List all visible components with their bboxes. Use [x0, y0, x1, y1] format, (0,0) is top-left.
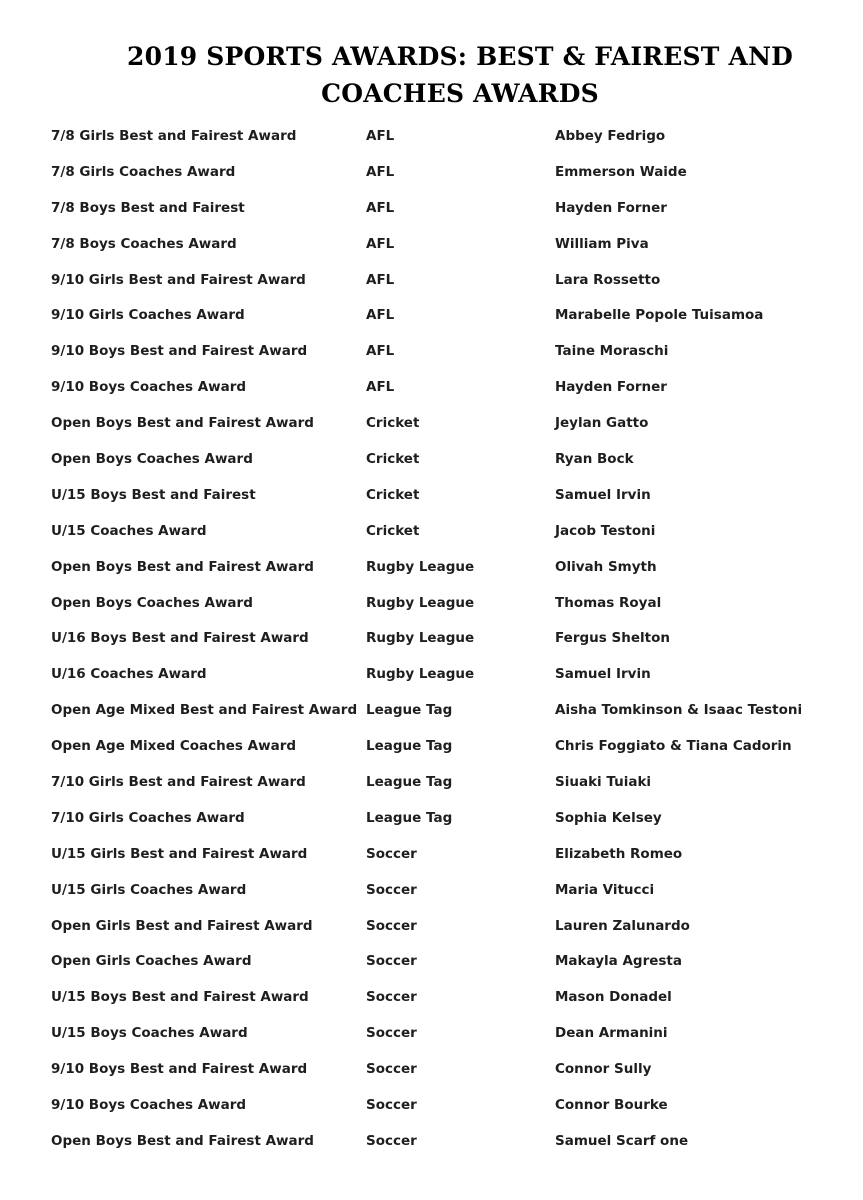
award-name-cell: 9/10 Boys Coaches Award [51, 1097, 247, 1114]
winner-cell: Elizabeth Romeo [555, 845, 683, 862]
sport-cell: Soccer [366, 1061, 417, 1078]
winner-cell: Ryan Bock [555, 451, 634, 468]
award-row [0, 872, 863, 908]
award-name-cell: Open Boys Coaches Award [51, 594, 253, 611]
award-name-cell: U/15 Boys Best and Fairest [51, 486, 256, 503]
sport-cell: League Tag [366, 809, 453, 826]
winner-cell: Taine Moraschi [555, 343, 669, 360]
winner-cell: William Piva [555, 235, 649, 252]
award-row [0, 333, 863, 369]
award-name-cell: Open Age Mixed Best and Fairest Award [51, 702, 358, 719]
winner-cell: Sophia Kelsey [555, 809, 662, 826]
award-row [0, 764, 863, 800]
sport-cell: Soccer [366, 881, 417, 898]
sport-cell: AFL [366, 235, 395, 252]
award-row [0, 262, 863, 298]
award-name-cell: 7/8 Boys Best and Fairest [51, 199, 245, 216]
winner-cell: Abbey Fedrigo [555, 128, 666, 144]
sport-cell: AFL [366, 128, 395, 144]
award-name-cell: U/16 Boys Best and Fairest Award [51, 630, 309, 647]
winner-cell: Marabelle Popole Tuisamoa [555, 307, 764, 324]
award-name-cell: U/15 Girls Best and Fairest Award [51, 845, 308, 862]
winner-cell: Samuel Irvin [555, 666, 651, 683]
winner-cell: Samuel Irvin [555, 486, 651, 503]
sport-cell: Soccer [366, 953, 417, 970]
award-name-cell: 7/8 Girls Best and Fairest Award [51, 128, 297, 144]
winner-cell: Maria Vitucci [555, 881, 655, 898]
award-name-cell: U/16 Coaches Award [51, 666, 207, 683]
sport-cell: League Tag [366, 702, 453, 719]
award-row [0, 728, 863, 764]
winner-cell: Jeylan Gatto [555, 415, 649, 432]
award-name-cell: U/15 Boys Best and Fairest Award [51, 989, 309, 1006]
sport-cell: Cricket [366, 486, 420, 503]
page-title-line-2: COACHES AWARDS [321, 79, 599, 108]
sport-cell: Soccer [366, 1132, 417, 1149]
award-row [0, 154, 863, 190]
sport-cell: AFL [366, 307, 395, 324]
award-name-cell: Open Boys Best and Fairest Award [51, 558, 314, 575]
award-row [0, 836, 863, 872]
sport-cell: AFL [366, 379, 395, 396]
winner-cell: Connor Bourke [555, 1097, 668, 1114]
award-row [0, 692, 863, 728]
sport-cell: Soccer [366, 989, 417, 1006]
award-name-cell: 9/10 Boys Best and Fairest Award [51, 1061, 308, 1078]
winner-cell: Fergus Shelton [555, 630, 670, 647]
sport-cell: Cricket [366, 415, 420, 432]
award-row [0, 1015, 863, 1051]
sport-cell: Rugby League [366, 666, 475, 683]
award-row [0, 656, 863, 692]
winner-cell: Aisha Tomkinson & Isaac Testoni [555, 702, 803, 719]
award-name-cell: U/15 Boys Coaches Award [51, 1025, 248, 1042]
sport-cell: Soccer [366, 1097, 417, 1114]
award-row [0, 585, 863, 621]
award-row [0, 943, 863, 979]
award-name-cell: 7/10 Girls Coaches Award [51, 809, 245, 826]
award-row [0, 441, 863, 477]
award-name-cell: 7/8 Girls Coaches Award [51, 163, 236, 180]
page-title [100, 38, 820, 112]
winner-cell: Hayden Forner [555, 379, 667, 396]
sport-cell: League Tag [366, 738, 453, 755]
winner-cell: Siuaki Tuiaki [555, 774, 652, 791]
award-row [0, 405, 863, 441]
award-name-cell: U/15 Girls Coaches Award [51, 881, 247, 898]
page-title-line-1: 2019 SPORTS AWARDS: BEST & FAIREST AND [127, 42, 793, 71]
sport-cell: AFL [366, 271, 395, 288]
award-name-cell: 7/8 Boys Coaches Award [51, 235, 237, 252]
winner-cell: Lauren Zalunardo [555, 917, 690, 934]
sport-cell: Soccer [366, 845, 417, 862]
award-row [0, 1051, 863, 1087]
award-row [0, 297, 863, 333]
award-name-cell: U/15 Coaches Award [51, 522, 207, 539]
sport-cell: Rugby League [366, 630, 475, 647]
award-row [0, 190, 863, 226]
award-name-cell: Open Age Mixed Coaches Award [51, 738, 297, 755]
sport-cell: Soccer [366, 1025, 417, 1042]
award-row [0, 226, 863, 262]
award-row [0, 477, 863, 513]
award-name-cell: Open Boys Best and Fairest Award [51, 1132, 314, 1149]
award-name-cell: Open Girls Coaches Award [51, 953, 252, 970]
sport-cell: Soccer [366, 917, 417, 934]
winner-cell: Mason Donadel [555, 989, 672, 1006]
award-row [0, 549, 863, 585]
award-row [0, 369, 863, 405]
award-row [0, 513, 863, 549]
award-name-cell: 9/10 Boys Coaches Award [51, 379, 247, 396]
winner-cell: Chris Foggiato & Tiana Cadorin [555, 738, 792, 755]
winner-cell: Lara Rossetto [555, 271, 661, 288]
sport-cell: League Tag [366, 774, 453, 791]
sport-cell: AFL [366, 199, 395, 216]
winner-cell: Connor Sully [555, 1061, 652, 1078]
award-row [0, 979, 863, 1015]
award-name-cell: 9/10 Girls Coaches Award [51, 307, 245, 324]
award-row [0, 1087, 863, 1123]
sport-cell: Cricket [366, 522, 420, 539]
sport-cell: Rugby League [366, 558, 475, 575]
winner-cell: Jacob Testoni [555, 522, 656, 539]
award-row [0, 620, 863, 656]
sport-cell: AFL [366, 343, 395, 360]
award-row [0, 1123, 863, 1159]
winner-cell: Makayla Agresta [555, 953, 682, 970]
award-row [0, 118, 863, 154]
award-name-cell: Open Boys Best and Fairest Award [51, 415, 314, 432]
winner-cell: Emmerson Waide [555, 163, 687, 180]
winner-cell: Olivah Smyth [555, 558, 657, 575]
award-row [0, 800, 863, 836]
winner-cell: Samuel Scarf one [555, 1132, 689, 1149]
award-name-cell: Open Boys Coaches Award [51, 451, 253, 468]
winner-cell: Thomas Royal [555, 594, 662, 611]
award-name-cell: Open Girls Best and Fairest Award [51, 917, 313, 934]
award-name-cell: 7/10 Girls Best and Fairest Award [51, 774, 306, 791]
winner-cell: Hayden Forner [555, 199, 667, 216]
winner-cell: Dean Armanini [555, 1025, 668, 1042]
sport-cell: Cricket [366, 451, 420, 468]
sport-cell: AFL [366, 163, 395, 180]
award-name-cell: 9/10 Girls Best and Fairest Award [51, 271, 306, 288]
award-name-cell: 9/10 Boys Best and Fairest Award [51, 343, 308, 360]
awards-table [0, 118, 863, 1159]
award-row [0, 908, 863, 944]
sport-cell: Rugby League [366, 594, 475, 611]
